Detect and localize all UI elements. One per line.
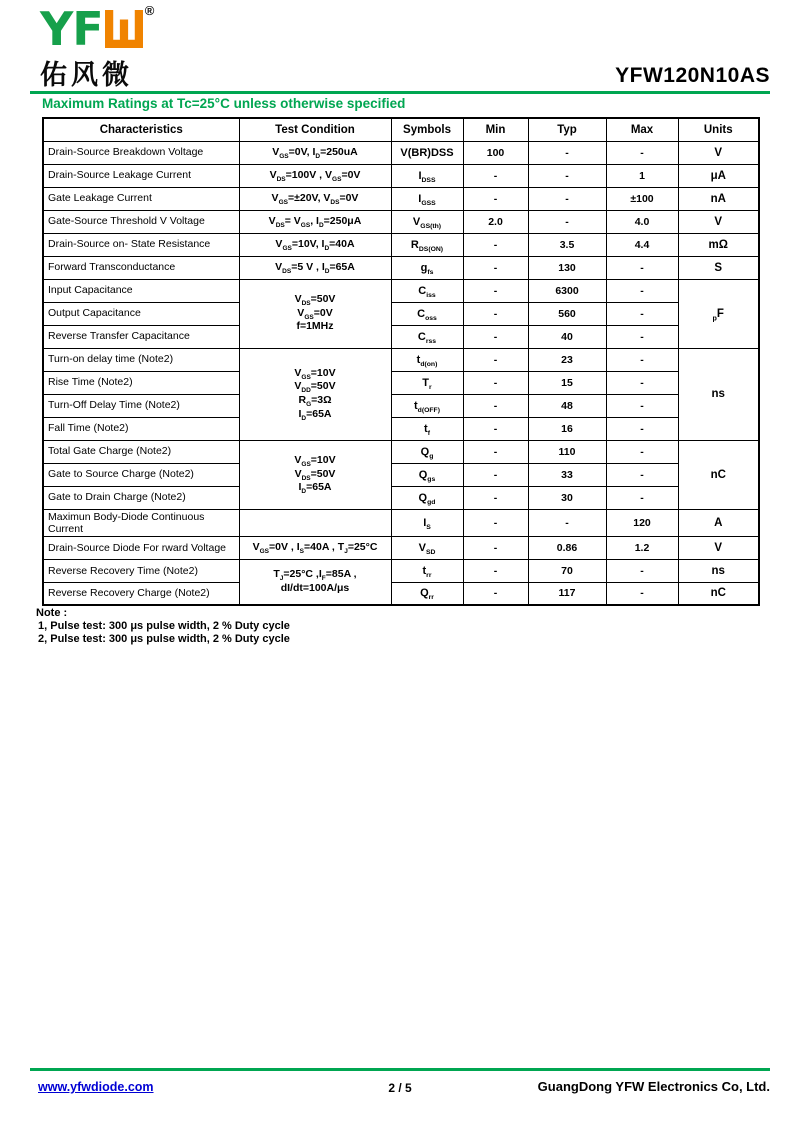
cell-test-condition: $V_{GS}=\pm 20V$, $V_{DS}=0V$ [239, 187, 391, 210]
cell-max: - [606, 371, 678, 394]
table-row [43, 141, 759, 164]
cell-characteristic: Reverse Recovery Charge (Note2) [43, 582, 239, 605]
cell-min: - [463, 371, 528, 394]
cell-max: 4.0 [606, 210, 678, 233]
cell-max: 4.4 [606, 233, 678, 256]
cell-units: μA [678, 164, 759, 187]
cell-min: - [463, 440, 528, 463]
cell-min: - [463, 417, 528, 440]
cell-max: 1.2 [606, 536, 678, 559]
max-ratings-table [42, 117, 760, 606]
cell-typ: 110 [528, 440, 606, 463]
section-title: Maximum Ratings at Tc=25°C unless otherwise specified [42, 96, 406, 111]
cell-units: V [678, 536, 759, 559]
cell-typ: 560 [528, 302, 606, 325]
cell-min: - [463, 302, 528, 325]
table-row [43, 486, 759, 509]
column-header-symbols: Symbols [391, 118, 463, 141]
table-row [43, 210, 759, 233]
column-header-min: Min [463, 118, 528, 141]
cell-min: - [463, 559, 528, 582]
cell-symbol: $Q_{gs}$ [391, 463, 463, 486]
cell-min: - [463, 348, 528, 371]
header-divider [30, 91, 770, 94]
cell-test-condition: $V_{DS}=100V$ , $V_{GS}=0V$ [239, 164, 391, 187]
cell-typ: 0.86 [528, 536, 606, 559]
cell-min: - [463, 536, 528, 559]
cell-typ: 16 [528, 417, 606, 440]
cell-min: - [463, 325, 528, 348]
cell-test-condition: $V_{GS}=0V$, $I_D=250uA$ [239, 141, 391, 164]
cell-units: A [678, 509, 759, 536]
table-row [43, 509, 759, 536]
cell-characteristic: Input Capacitance [43, 279, 239, 302]
cell-units: V [678, 141, 759, 164]
cell-characteristic: Drain-Source Leakage Current [43, 164, 239, 187]
cell-max: - [606, 279, 678, 302]
cell-max: 1 [606, 164, 678, 187]
cell-max: - [606, 141, 678, 164]
cell-test-condition: $V_{DS}=5$ V , $I_D=65A$ [239, 256, 391, 279]
cell-symbol: $R_{DS(ON)}$ [391, 233, 463, 256]
table-row [43, 302, 759, 325]
cell-symbol: $Q_{rr}$ [391, 582, 463, 605]
cell-typ: - [528, 187, 606, 210]
cell-symbol: $V_{GS(th)}$ [391, 210, 463, 233]
cell-min: - [463, 582, 528, 605]
cell-min: - [463, 279, 528, 302]
cell-characteristic: Gate Leakage Current [43, 187, 239, 210]
column-header-typ: Typ [528, 118, 606, 141]
cell-min: - [463, 233, 528, 256]
cell-characteristic: Fall Time (Note2) [43, 417, 239, 440]
cell-test-condition: $V_{DS}=50V$ $V_{GS}=0V$ f=1MHz [239, 279, 391, 348]
cell-typ: 40 [528, 325, 606, 348]
table-row [43, 582, 759, 605]
cell-typ: - [528, 141, 606, 164]
column-header-units: Units [678, 118, 759, 141]
cell-min: - [463, 509, 528, 536]
note-line-2: 2, Pulse test: 300 μs pulse width, 2 % Duty cycle [38, 633, 290, 645]
cell-characteristic: Forward Transconductance [43, 256, 239, 279]
table-row [43, 325, 759, 348]
cell-min: - [463, 164, 528, 187]
cell-characteristic: Drain-Source Diode For rward Voltage [43, 536, 239, 559]
cell-characteristic: Drain-Source on- State Resistance [43, 233, 239, 256]
ratings-table-container [42, 117, 760, 606]
table-row [43, 371, 759, 394]
logo-w-mark-icon [105, 10, 143, 52]
cell-symbol: $t_{d(OFF)}$ [391, 394, 463, 417]
yfw-logo [40, 2, 155, 92]
cell-symbol: $t_{d(on)}$ [391, 348, 463, 371]
cell-symbol: $C_{rss}$ [391, 325, 463, 348]
cell-typ: 130 [528, 256, 606, 279]
table-row [43, 394, 759, 417]
cell-symbol: $I_S$ [391, 509, 463, 536]
cell-max: 120 [606, 509, 678, 536]
table-row [43, 559, 759, 582]
cell-typ: - [528, 509, 606, 536]
cell-max: - [606, 302, 678, 325]
table-header-row [43, 118, 759, 141]
cell-min: - [463, 463, 528, 486]
cell-symbol: $t_{rr}$ [391, 559, 463, 582]
cell-symbol: $C_{oss}$ [391, 302, 463, 325]
notes-block [36, 607, 290, 645]
cell-symbol: $I_{GSS}$ [391, 187, 463, 210]
cell-test-condition: $T_J=25^\circ C$ $,I_F=85A$ , dI/dt=100A/μs [239, 559, 391, 605]
cell-max: - [606, 582, 678, 605]
cell-max: - [606, 486, 678, 509]
cell-min: - [463, 486, 528, 509]
cell-typ: 33 [528, 463, 606, 486]
cell-units: S [678, 256, 759, 279]
footer-divider [30, 1068, 770, 1071]
cell-units: mΩ [678, 233, 759, 256]
cell-symbol: $V_{SD}$ [391, 536, 463, 559]
table-row [43, 536, 759, 559]
cell-max: - [606, 325, 678, 348]
cell-max: ±100 [606, 187, 678, 210]
company-name: GuangDong YFW Electronics Co, Ltd. [537, 1079, 770, 1094]
cell-characteristic: Output Capacitance [43, 302, 239, 325]
cell-typ: - [528, 210, 606, 233]
cell-max: - [606, 559, 678, 582]
cell-typ: 23 [528, 348, 606, 371]
cell-symbol: $I_{DSS}$ [391, 164, 463, 187]
cell-units: V [678, 210, 759, 233]
cell-units: nA [678, 187, 759, 210]
cell-min: 2.0 [463, 210, 528, 233]
cell-units: nC [678, 582, 759, 605]
cell-max: - [606, 417, 678, 440]
table-row [43, 463, 759, 486]
cell-max: - [606, 394, 678, 417]
cell-characteristic: Maximun Body-Diode Continuous Current [43, 509, 239, 536]
part-number-title: YFW120N10AS [615, 64, 770, 87]
cell-units: ns [678, 559, 759, 582]
cell-typ: 117 [528, 582, 606, 605]
note-line-1: 1, Pulse test: 300 μs pulse width, 2 % Duty cycle [38, 620, 290, 632]
cell-symbol: $T_r$ [391, 371, 463, 394]
logo-latin [40, 2, 155, 56]
table-row [43, 187, 759, 210]
cell-units: $_p$F [678, 279, 759, 348]
registered-trademark-icon: ® [144, 3, 155, 18]
cell-test-condition: $V_{GS}=10V$ $V_{DD}=50V$ $R_G=3\Omega$ $I_D=65A$ [239, 348, 391, 440]
table-row [43, 440, 759, 463]
cell-min: 100 [463, 141, 528, 164]
cell-typ: - [528, 164, 606, 187]
cell-max: - [606, 463, 678, 486]
cell-characteristic: Reverse Transfer Capacitance [43, 325, 239, 348]
cell-typ: 3.5 [528, 233, 606, 256]
page-number: 2 / 5 [388, 1081, 412, 1095]
cell-characteristic: Gate-Source Threshold V Voltage [43, 210, 239, 233]
cell-max: - [606, 440, 678, 463]
logo-yf-text: YF [40, 2, 103, 56]
cell-symbol: $Q_{gd}$ [391, 486, 463, 509]
cell-max: - [606, 256, 678, 279]
cell-min: - [463, 187, 528, 210]
table-row [43, 279, 759, 302]
cell-characteristic: Turn-Off Delay Time (Note2) [43, 394, 239, 417]
cell-typ: 48 [528, 394, 606, 417]
cell-typ: 30 [528, 486, 606, 509]
cell-characteristic: Turn-on delay time (Note2) [43, 348, 239, 371]
cell-test-condition: $V_{GS}=10V$ $V_{DS}=50V$ $I_D=65A$ [239, 440, 391, 509]
cell-characteristic: Drain-Source Breakdown Voltage [43, 141, 239, 164]
cell-units: ns [678, 348, 759, 440]
cell-symbol: $Q_g$ [391, 440, 463, 463]
cell-symbol: V(BR)DSS [391, 141, 463, 164]
cell-test-condition: $V_{DS}= V_{GS}$, $I_D=250\mu A$ [239, 210, 391, 233]
cell-characteristic: Rise Time (Note2) [43, 371, 239, 394]
column-header-test-condition: Test Condition [239, 118, 391, 141]
cell-symbol: $g_{fs}$ [391, 256, 463, 279]
table-row [43, 256, 759, 279]
cell-test-condition [239, 509, 391, 536]
cell-min: - [463, 394, 528, 417]
cell-units: nC [678, 440, 759, 509]
cell-characteristic: Gate to Source Charge (Note2) [43, 463, 239, 486]
logo-chinese-text: 佑风微 [40, 60, 133, 90]
table-row [43, 348, 759, 371]
cell-min: - [463, 256, 528, 279]
cell-characteristic: Total Gate Charge (Note2) [43, 440, 239, 463]
cell-typ: 6300 [528, 279, 606, 302]
cell-typ: 15 [528, 371, 606, 394]
note-label: Note : [36, 607, 68, 619]
cell-max: - [606, 348, 678, 371]
cell-typ: 70 [528, 559, 606, 582]
cell-test-condition: $V_{GS}=0V$ , $I_S=40A$ , $T_J=25^\circ C$ [239, 536, 391, 559]
cell-symbol: $t_f$ [391, 417, 463, 440]
table-row [43, 233, 759, 256]
column-header-max: Max [606, 118, 678, 141]
column-header-characteristics: Characteristics [43, 118, 239, 141]
table-row [43, 417, 759, 440]
cell-characteristic: Reverse Recovery Time (Note2) [43, 559, 239, 582]
cell-characteristic: Gate to Drain Charge (Note2) [43, 486, 239, 509]
table-row [43, 164, 759, 187]
cell-test-condition: $V_{GS}=10V$, $I_D=40A$ [239, 233, 391, 256]
cell-symbol: $C_{iss}$ [391, 279, 463, 302]
website-link[interactable]: www.yfwdiode.com [38, 1080, 154, 1094]
